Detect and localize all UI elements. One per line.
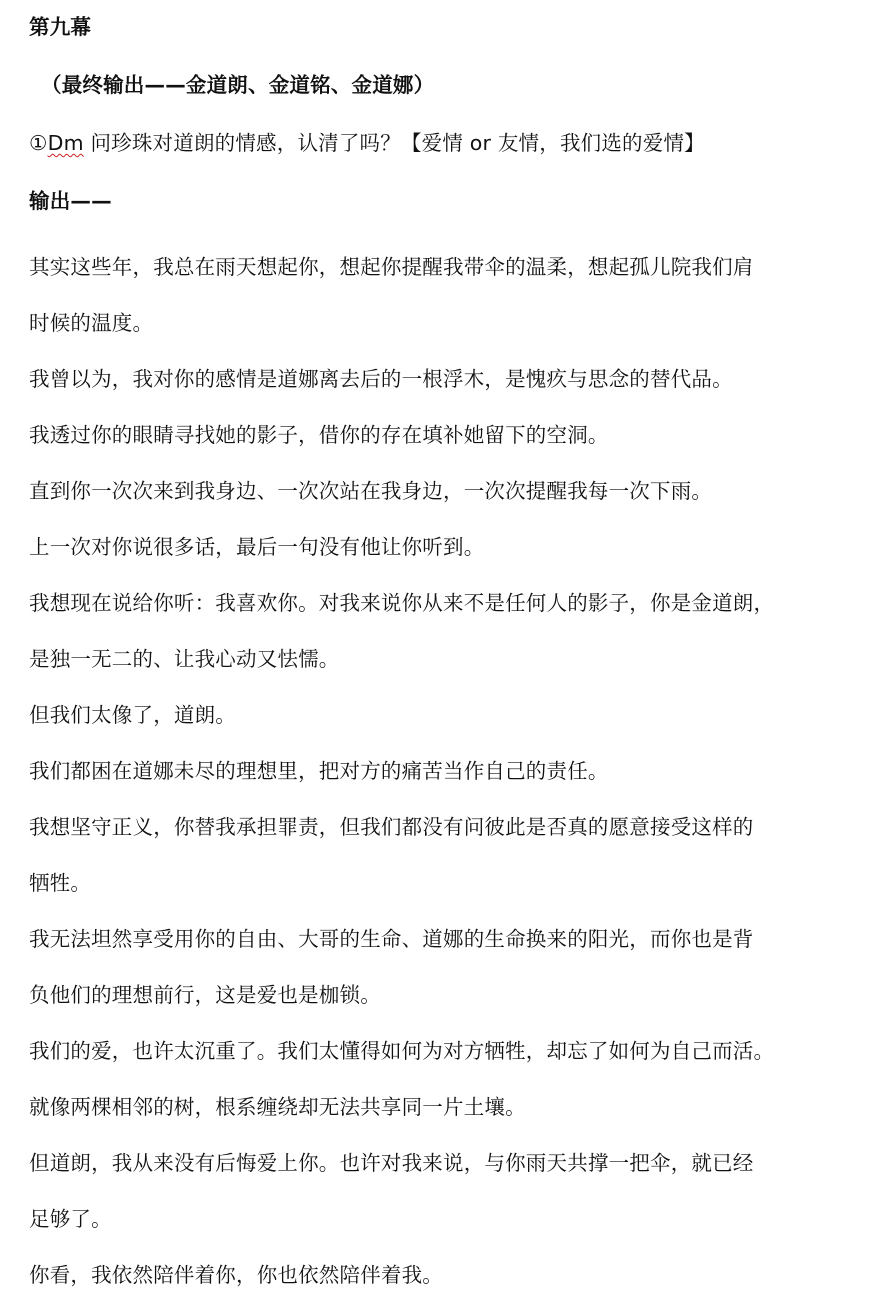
paragraph-line: 我想坚守正义，你替我承担罪责，但我们都没有问彼此是否真的愿意接受这样的 (29, 815, 754, 839)
paragraph-line: 是独一无二的、让我心动又怯懦。 (29, 647, 340, 671)
paragraph-line: 我想现在说给你听：我喜欢你。对我来说你从来不是任何人的影子，你是金道朗， (29, 591, 775, 615)
paragraph-line: 我无法坦然享受用你的自由、大哥的生命、道娜的生命换来的阳光，而你也是背 (29, 927, 754, 951)
paragraph-line: 我们都困在道娜未尽的理想里，把对方的痛苦当作自己的责任。 (29, 759, 609, 783)
paragraph-line: 但道朗，我从来没有后悔爱上你。也许对我来说，与你雨天共撑一把伞，就已经 (29, 1151, 754, 1175)
scene-subtitle: （最终输出——金道朗、金道铭、金道娜） (41, 73, 435, 97)
paragraph-line: 上一次对你说很多话，最后一句没有他让你听到。 (29, 535, 485, 559)
question-text: 问珍珠对道朗的情感，认清了吗？【爱情 or 友情，我们选的爱情】 (83, 131, 705, 155)
paragraph-line: 我透过你的眼睛寻找她的影子，借你的存在填补她留下的空洞。 (29, 423, 609, 447)
paragraph-line: 足够了。 (29, 1207, 112, 1231)
scene-heading: 第九幕 (29, 15, 92, 39)
paragraph-line: 负他们的理想前行，这是爱也是枷锁。 (29, 983, 381, 1007)
question-number: ① (29, 131, 48, 155)
paragraph-line: 就像两棵相邻的树，根系缠绕却无法共享同一片土壤。 (29, 1095, 526, 1119)
paragraph-line: 时候的温度。 (29, 311, 154, 335)
paragraph-line: 我曾以为，我对你的感情是道娜离去后的一根浮木，是愧疚与思念的替代品。 (29, 367, 733, 391)
paragraph-line: 你看，我依然陪伴着你，你也依然陪伴着我。 (29, 1263, 443, 1287)
paragraph-line: 但我们太像了，道朗。 (29, 703, 236, 727)
question-abbr: Dm (47, 131, 84, 155)
paragraph-line: 牺牲。 (29, 871, 92, 895)
paragraph-line: 我们的爱，也许太沉重了。我们太懂得如何为对方牺牲，却忘了如何为自己而活。 (29, 1039, 775, 1063)
paragraph-line: 直到你一次次来到我身边、一次次站在我身边，一次次提醒我每一次下雨。 (29, 479, 713, 503)
paragraph-line: 其实这些年，我总在雨天想起你，想起你提醒我带伞的温柔，想起孤儿院我们肩 (29, 255, 754, 279)
question-line (29, 129, 705, 157)
output-label: 输出—— (29, 189, 112, 213)
